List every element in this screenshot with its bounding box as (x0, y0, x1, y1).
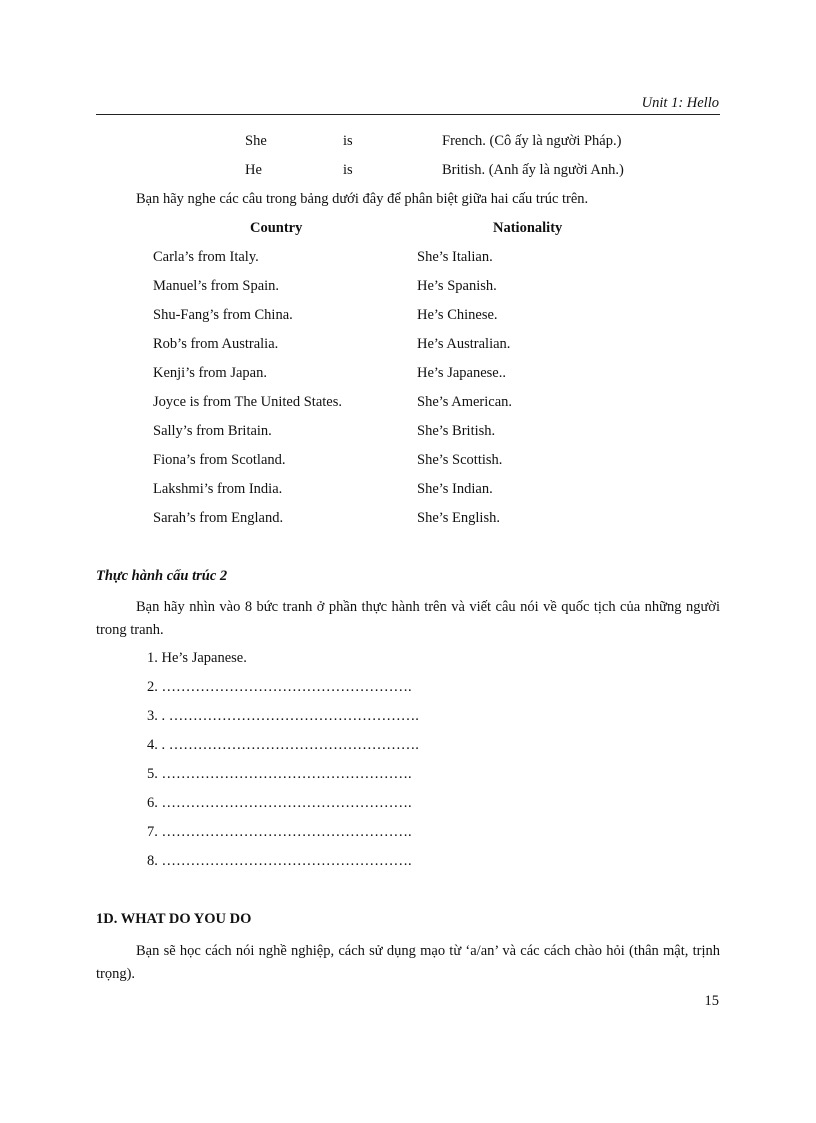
example-verb: is (343, 162, 353, 178)
table-cell-nationality: He’s Chinese. (417, 307, 498, 323)
answer-line: 4. . ……………………………………………. (147, 737, 419, 753)
table-cell-country: Fiona’s from Scotland. (153, 452, 286, 468)
table-cell-nationality: She’s American. (417, 394, 513, 410)
section-heading: 1D. WHAT DO YOU DO (96, 911, 252, 927)
example-rest: French. (Cô ấy là người Pháp.) (442, 133, 622, 149)
answer-line: 7. ……………………………………………. (147, 824, 412, 840)
header-rule (96, 114, 720, 115)
table-cell-nationality: She’s Indian. (417, 481, 493, 497)
column-header-nationality: Nationality (493, 220, 563, 236)
table-cell-nationality: She’s Scottish. (417, 452, 503, 468)
table-cell-nationality: She’s English. (417, 510, 500, 526)
table-cell-country: Sally’s from Britain. (153, 423, 272, 439)
table-cell-country: Kenji’s from Japan. (153, 365, 267, 381)
table-cell-country: Lakshmi’s from India. (153, 481, 283, 497)
running-header: Unit 1: Hello (641, 95, 719, 111)
answer-line: 5. ……………………………………………. (147, 766, 412, 782)
table-cell-country: Carla’s from Italy. (153, 249, 259, 265)
answer-line: 8. ……………………………………………. (147, 853, 412, 869)
example-subject: She (245, 133, 267, 149)
example-rest: British. (Anh ấy là người Anh.) (442, 162, 624, 178)
column-header-country: Country (250, 220, 303, 236)
answer-line: 3. . ……………………………………………. (147, 708, 419, 724)
table-cell-country: Manuel’s from Spain. (153, 278, 280, 294)
example-subject: He (245, 162, 262, 178)
page-number: 15 (704, 993, 719, 1009)
table-cell-nationality: She’s Italian. (417, 249, 493, 265)
table-cell-country: Shu-Fang’s from China. (153, 307, 293, 323)
table-cell-country: Rob’s from Australia. (153, 336, 279, 352)
table-cell-nationality: He’s Japanese.. (417, 365, 506, 381)
table-cell-nationality: He’s Spanish. (417, 278, 497, 294)
intro-text: Bạn hãy nghe các câu trong bảng dưới đây để phân biệt giữa hai cấu trúc trên. (136, 191, 589, 207)
table-cell-country: Joyce is from The United States. (153, 394, 343, 410)
practice-instruction: Bạn hãy nhìn vào 8 bức tranh ở phần thực hành trên và viết câu nói về quốc tịch của những người trong tranh. (96, 599, 720, 638)
answer-line: 2. ……………………………………………. (147, 679, 412, 695)
section-text: Bạn sẽ học cách nói nghề nghiệp, cách sử dụng mạo từ ‘a/an’ và các cách chào hỏi (thân mật, trịnh trọng). (96, 943, 720, 982)
list-item: 1. He’s Japanese. (147, 650, 247, 666)
table-cell-country: Sarah’s from England. (153, 510, 284, 526)
answer-line: 6. ……………………………………………. (147, 795, 412, 811)
practice-heading: Thực hành cấu trúc 2 (96, 568, 228, 584)
table-cell-nationality: She’s British. (417, 423, 496, 439)
table-cell-nationality: He’s Australian. (417, 336, 511, 352)
example-verb: is (343, 133, 353, 149)
